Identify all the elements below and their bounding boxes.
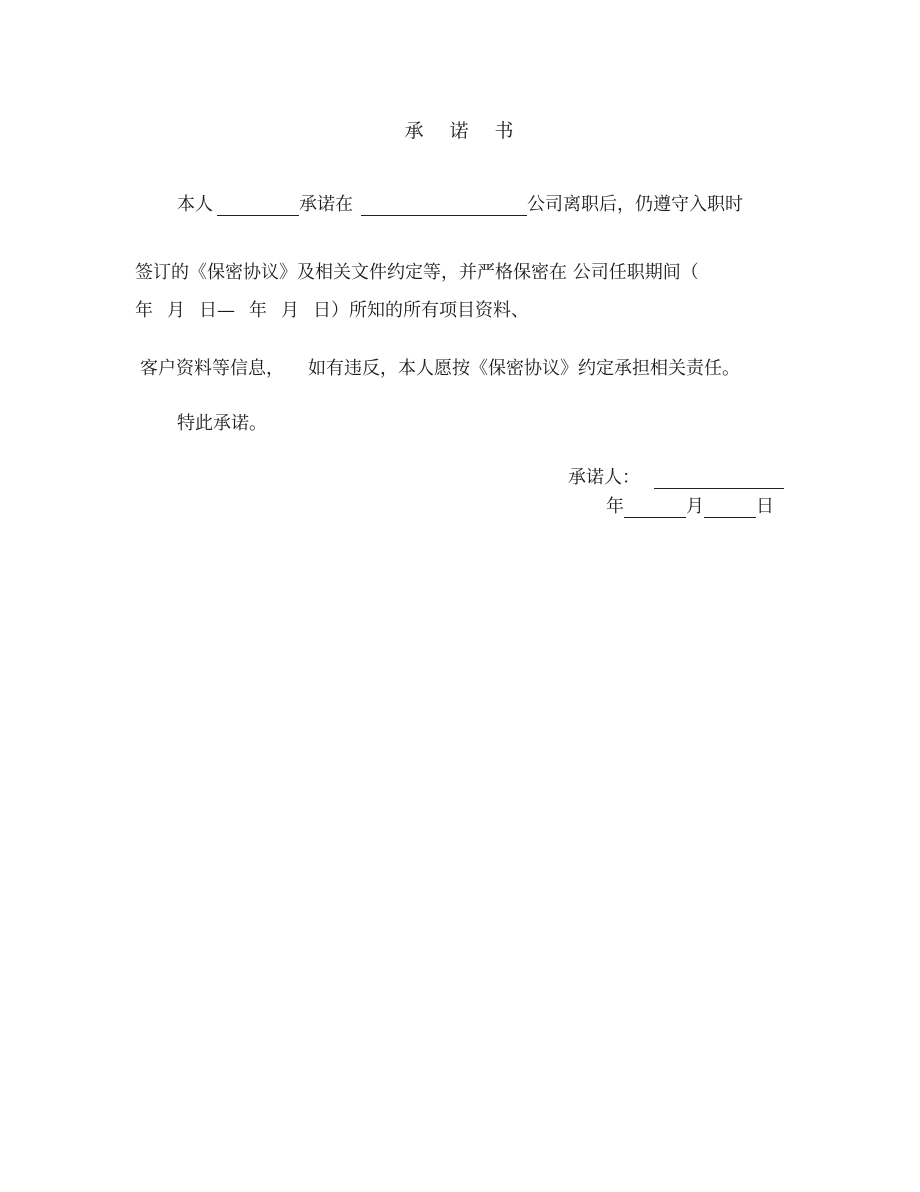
line4-part1: 客户资料等信息， xyxy=(140,358,284,379)
period-year-label: 年 xyxy=(135,300,153,321)
name-blank[interactable] xyxy=(217,195,299,216)
line1-suffix: 公司离职后，仍遵守入职时 xyxy=(527,194,743,215)
signature-label: 承诺人： xyxy=(568,467,640,488)
date-month-label: 月 xyxy=(686,496,704,517)
date-year-label: 年 xyxy=(606,496,624,517)
date-day-label: 日 xyxy=(756,496,774,517)
company-blank[interactable] xyxy=(361,195,527,216)
period-month-label: 月 xyxy=(167,300,185,321)
line4-part2: 如有违反，本人愿按《保密协议》约定承担相关责任。 xyxy=(308,358,740,379)
signature-blank[interactable] xyxy=(654,468,784,489)
closing-statement: 特此承诺。 xyxy=(177,413,267,434)
period-rest-text: 日）所知的所有项目资料、 xyxy=(313,300,529,321)
line1-middle: 承诺在 xyxy=(299,194,353,215)
date-day-blank[interactable] xyxy=(704,497,756,518)
page-title: 承 诺 书 xyxy=(404,120,524,142)
line1-prefix: 本人 xyxy=(177,194,213,215)
date-month-blank[interactable] xyxy=(624,497,686,518)
period-month2-label: 月 xyxy=(281,300,299,321)
period-year2-label: 年 xyxy=(249,300,267,321)
paragraph-line-3 xyxy=(135,300,529,322)
paragraph-line-2: 签订的《保密协议》及相关文件约定等，并严格保密在 公司任职期间（ xyxy=(135,262,699,283)
period-day-dash-label: 日— xyxy=(199,300,235,321)
signature-row xyxy=(568,467,784,489)
paragraph-line-4 xyxy=(140,358,740,380)
date-row xyxy=(606,496,774,518)
paragraph-line-1 xyxy=(177,194,743,216)
